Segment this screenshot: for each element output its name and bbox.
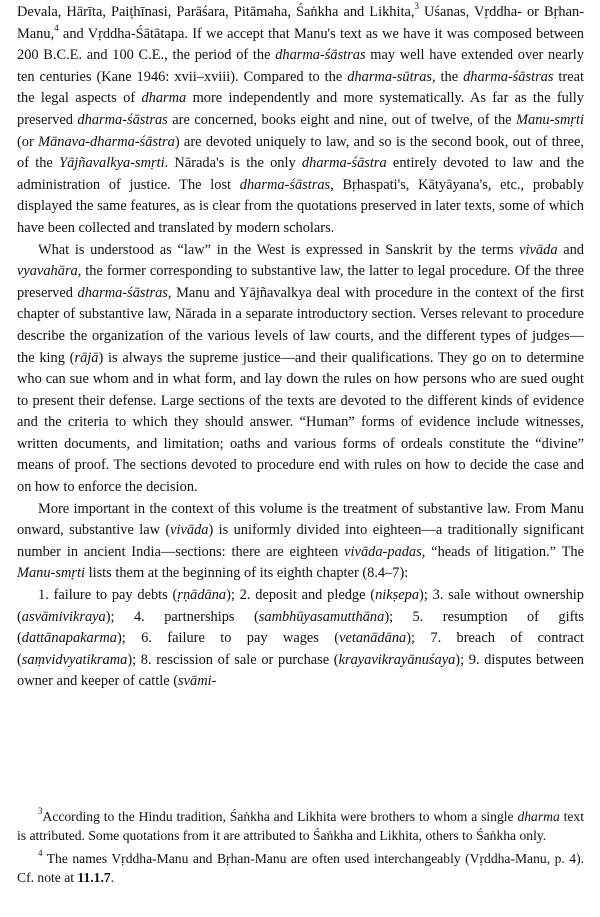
paragraph-3	[17, 499, 584, 585]
text-run: , Manu and Yājñavalkya deal with procedure in the context of the first chapter of substantive law, Nārada in a separate introductory section. Verses relevant to procedure describe the organization of the various levels of law courts, and the different types of judges—the king (	[17, 284, 585, 366]
text-run: According to the Hindu tradition, Śaṅkha and Likhita were brothers to whom a single	[42, 809, 518, 824]
text-run: . Nārada's is the only	[164, 155, 302, 172]
italic-term: vivāda-padas	[344, 543, 422, 560]
text-run: 1. failure to pay debts (	[38, 587, 178, 604]
text-run: More important in the context of this volume is the treatment of substantive law. From Manu onward, substantive law (	[17, 500, 584, 539]
text-run: , Bṛhaspati's, Kātyāyana's, etc., probably displayed the same features, as is clear from the quotations preserved in later texts, some of which have been collected and translated by modern scholars.	[17, 176, 584, 236]
italic-term: dharma-śāstra	[301, 155, 387, 172]
italic-term: asvāmivikraya	[21, 608, 106, 625]
text-run: The names Vṛddha-Manu and Bṛhan-Manu are often used interchangeably (Vṛddha-Manu, p. 4). Cf. note at	[17, 850, 584, 886]
text-run: may well have extended over nearly ten centuries (Kane 1946: xvii–xviii). Compared to the	[17, 47, 584, 85]
text-run: are concerned, books eight and nine, out of twelve, of the	[167, 111, 517, 128]
text-run: ); 4. partnerships (	[105, 608, 259, 625]
italic-term: dattānapakarma	[21, 630, 117, 647]
footnote-3	[17, 807, 584, 846]
italic-term: vyavahāra	[17, 263, 78, 280]
text-run: (or	[17, 133, 39, 150]
text-run: , the	[432, 68, 464, 85]
italic-term: dharma-śāstras	[463, 68, 554, 85]
paragraph-4-heads-list	[17, 585, 584, 693]
paragraph-2	[17, 240, 584, 499]
italic-term: dharma-sūtras	[347, 68, 432, 85]
cross-reference: 11.1.7	[77, 870, 111, 886]
text-run: ) is always the supreme justice—and their qualifications. They go on to determine who can sue whom and in what form, and lay down the rules on how persons who are sued ought to present their defense. Large sections of the texts are devoted to the different kinds of evidence and the criteria to which they should answer. “Human” forms of evidence include witnesses, written documents, and limitation; oaths and various forms of ordeals constitute the “divine” means of proof. The sections devoted to procedure end with rules on how to decide the case and on how to enforce the decision.	[17, 349, 585, 496]
italic-term: dharma-śāstras	[77, 284, 168, 301]
footnote-marker: 4	[54, 22, 59, 33]
italic-term: dharma-śāstras	[275, 47, 366, 64]
italic-term: rājā	[74, 349, 99, 366]
text-run: ) is uniformly divided into eighteen—a traditionally significant number in ancient India—sections: there are eighteen	[17, 522, 584, 560]
italic-term: vetanādāna	[339, 630, 407, 647]
text-run: more independently and more systematically. As far as the fully preserved	[17, 90, 585, 128]
italic-term: dharma	[141, 90, 187, 107]
italic-term: vivāda	[519, 241, 558, 258]
text-run: ); 3. sale without ownership (	[17, 587, 584, 625]
text-run: Uśanas, Vṛddha- or Bṛhan-Manu,	[17, 4, 584, 42]
italic-term: Manu-smṛti	[516, 111, 585, 128]
italic-term: dharma-śāstras	[239, 176, 331, 193]
italic-term: svāmi-	[178, 673, 217, 690]
main-text	[17, 2, 584, 693]
paragraph-1	[17, 2, 584, 240]
text-run: lists them at the beginning of its eighth chapter (8.4–7):	[84, 565, 409, 582]
text-run: ); 8. rescission of sale or purchase (	[127, 651, 339, 668]
text-run: and Vṛddha-Śātātapa. If we accept that Manu's text as we have it was composed between 200 B.C.E. and 100 C.E., the period of the	[17, 25, 584, 64]
italic-term: dharma	[517, 809, 560, 824]
footnote-marker: 3	[38, 806, 43, 817]
text-run: treat the legal aspects of	[17, 68, 584, 107]
italic-term: saṃvidvyatikrama	[21, 651, 128, 668]
italic-term: vivāda	[170, 522, 209, 539]
text-run: ); 7. breach of contract (	[17, 630, 584, 668]
text-run: ); 2. deposit and pledge (	[226, 587, 376, 604]
footnote-marker: 4	[38, 848, 43, 859]
italic-term: sambhūyasamutthāna	[258, 608, 385, 625]
footnote-4	[17, 849, 584, 888]
italic-term: nikṣepa	[375, 587, 420, 604]
text-run: , “heads of litigation.” The	[421, 543, 584, 560]
text-run: ); 5. resumption of gifts (	[17, 608, 585, 647]
italic-term: dharma-śāstras	[77, 111, 168, 128]
text-run: entirely devoted to law and the administration of justice. The lost	[17, 155, 584, 193]
italic-term: Mānava-dharma-śāstra	[38, 133, 175, 150]
italic-term: krayavikrayānuśaya	[338, 651, 456, 668]
text-run: ); 6. failure to pay wages (	[116, 630, 340, 647]
text-run: What is understood as “law” in the West is expressed in Sanskrit by the terms	[38, 241, 520, 258]
text-run: ) are devoted uniquely to law, and so is the second book, out of three, of the	[17, 133, 584, 172]
text-run: text is attributed. Some quotations from it are attributed to Śaṅkha and Likhita, others to Śaṅkha only.	[17, 809, 584, 844]
text-run: and	[557, 241, 584, 258]
text-run: Devala, Hārīta, Paiṭhīnasi, Parāśara, Pitāmaha, Śaṅkha and Likhita,	[17, 4, 415, 20]
text-run: ); 9. disputes between owner and keeper of cattle (	[17, 651, 584, 690]
italic-term: Manu-smṛti	[17, 565, 85, 582]
text-run: , the former corresponding to substantive law, the latter to legal procedure. Of the three preserved	[17, 263, 584, 301]
text-run: .	[110, 870, 115, 886]
footnotes	[17, 807, 584, 891]
footnote-marker: 3	[414, 1, 419, 12]
italic-term: Yājñavalkya-smṛti	[59, 155, 165, 172]
italic-term: ṛṇādāna	[177, 587, 227, 604]
